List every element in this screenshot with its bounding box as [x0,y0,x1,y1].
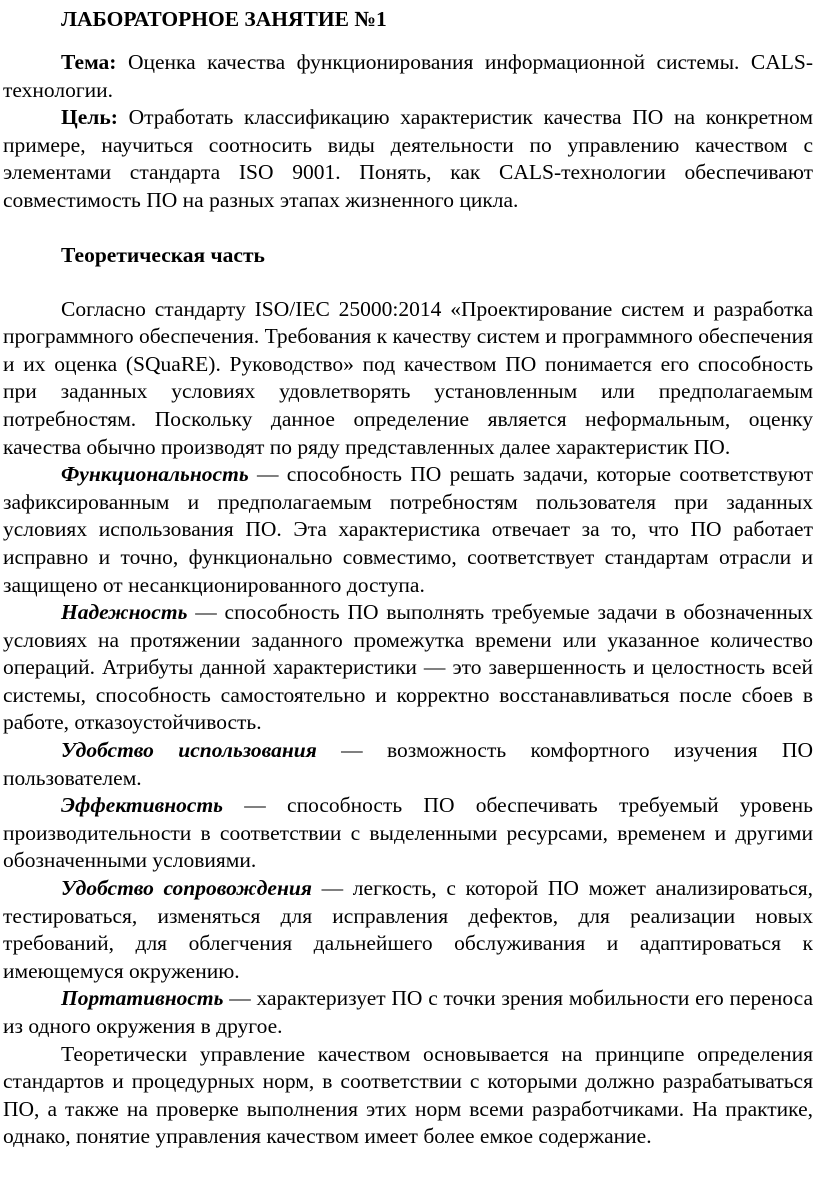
goal-paragraph [3,104,813,214]
intro-paragraph: Согласно стандарту ISO/IEC 25000:2014 «Проектирование систем и разработка программного обеспечения. Требования к качеству систем и программного обеспечения и их оценка (SQuaRE). Руководство» под качеством ПО понимается его способность при заданных условиях удовлетворять установленным или предполагаемым потребностям. Поскольку данное определение является неформальным, оценку качества обычно производят по ряду представленных далее характеристик ПО. [3,296,813,459]
characteristic-functionality [3,461,813,599]
definition: — способность ПО обеспечивать требуемый уровень производительности в соответствии с выделенными ресурсами, временем и другими обозначенными условиями. [3,793,813,873]
goal-label: Цель: [61,105,118,130]
term: Удобство использования [61,738,317,763]
term: Эффективность [61,793,223,818]
section-heading: Теоретическая часть [61,242,265,267]
page-title: ЛАБОРАТОРНОЕ ЗАНЯТИЕ №1 [61,7,387,31]
closing-paragraph: Теоретически управление качеством основывается на принципе определения стандартов и процедурных норм, в соответствии с которыми должно разрабатываться ПО, а также на проверке выполнения этих норм всеми разработчиками. На практике, однако, понятие управления качеством имеет более емкое содержание. [3,1041,813,1149]
spacer [3,269,813,296]
spacer [3,215,813,242]
definition: — легкость, с которой ПО может анализироваться, тестироваться, изменяться для исправления дефектов, для реализации новых требований, для облегчения дальнейшего обслуживания и адаптироваться к имеющемуся окружению. [3,876,813,983]
topic-paragraph [3,49,813,104]
term: Функциональность [61,462,249,487]
characteristic-efficiency [3,792,813,875]
topic-text: Оценка качества функционирования информационной системы. CALS-технологии. [3,50,813,102]
characteristic-portability [3,985,813,1040]
term: Портативность [61,986,224,1011]
goal-text: Отработать классификацию характеристик качества ПО на конкретном примере, научиться соотносить виды деятельности по управлению качеством с элементами стандарта ISO 9001. Понять, как CALS-технологии обеспечивают совместимость ПО на разных этапах жизненного цикла. [3,105,813,212]
characteristic-reliability [3,599,813,737]
topic-label: Тема: [61,50,117,74]
term: Удобство сопровождения [61,876,312,901]
definition: — возможность комфортного изучения ПО пользователем. [3,738,813,790]
definition: — характеризует ПО с точки зрения мобильности его переноса из одного окружения в другое. [3,986,813,1038]
definition: — способность ПО решать задачи, которые соответствуют зафиксированным и предполагаемым потребностям пользователя при заданных условиях использования ПО. Эта характеристика отвечает за то, что ПО работает исправно и точно, функционально совместимо, соответствует стандартам отрасли и защищено от несанкционированного доступа. [3,462,813,597]
characteristic-usability [3,737,813,792]
definition: — способность ПО выполнять требуемые задачи в обозначенных условиях на протяжении заданного промежутка времени или указанное количество операций. Атрибуты данной характеристики — это завершенность и целостность всей системы, способность самостоятельно и корректно восстанавливаться после сбоев в работе, отказоустойчивость. [3,600,813,735]
term: Надежность [61,600,188,625]
characteristic-maintainability [3,875,813,985]
